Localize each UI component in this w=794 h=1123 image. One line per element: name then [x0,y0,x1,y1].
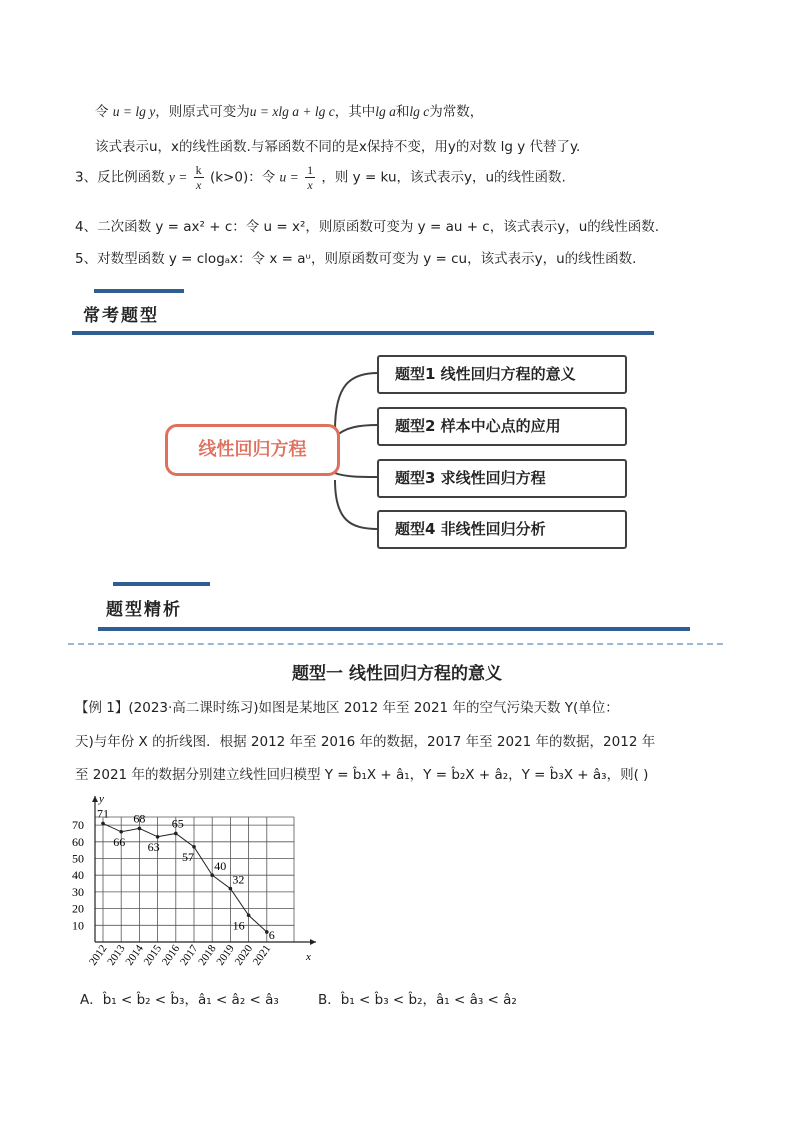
section-bar-bottom [98,627,690,631]
x-tick-label: 2016 [159,942,183,968]
x-axis-label: x [306,951,311,963]
fraction [194,163,204,192]
y-axis-label: y [99,793,104,805]
data-label: 71 [97,806,109,821]
data-point [101,822,105,826]
problem-type-heading: 题型一 线性回归方程的意义 [292,664,502,684]
section-bar-top [113,582,210,586]
y-tick-label: 40 [72,868,84,883]
x-tick-label: 2013 [105,942,128,968]
y-tick-label: 10 [72,918,84,933]
fraction-denominator: x [194,177,204,192]
item-5: 5、对数型函数 y = clogₐx：令 x = aᵘ，则原函数可变为 y = cu，该式表示y，u的线性函数. [75,251,637,267]
intro-text: 和 [395,104,410,120]
data-label: 68 [133,811,146,826]
data-point [247,913,251,917]
fraction-denominator: x [305,177,315,192]
x-tick-label: 2018 [196,942,219,968]
intro-line-1 [95,100,483,120]
item-3-text: (k>0)：令 [209,169,276,186]
y-tick-label: 20 [72,901,84,916]
section-title-analysis: 题型精析 [106,600,182,620]
item-3 [75,163,566,192]
x-tick-label: 2021 [250,942,274,968]
option-b[interactable]: B．b̂₁ < b̂₃ < b̂₂，â₁ < â₃ < â₂ [318,992,517,1008]
mindmap-item-2: 题型2 样本中心点的应用 [377,407,627,446]
mindmap-center-node: 线性回归方程 [165,424,340,476]
data-label: 66 [113,834,126,849]
example-line-3: 至 2021 年的数据分别建立线性回归模型 Y = b̂₁X + â₁，Y = b̂₂X + â₂，Y = b̂₃X + â₃，则( ) [75,767,649,783]
intro-text: ，其中 [334,104,376,120]
intro-math: u = lg y [112,104,156,119]
mindmap-item-1: 题型1 线性回归方程的意义 [377,355,627,394]
intro-text: ，则原式可变为 [155,104,250,120]
data-label: 65 [171,816,184,831]
data-label: 16 [232,918,245,933]
section-bar-top [94,289,184,293]
y-tick-label: 30 [72,884,84,899]
x-tick-label: 2014 [123,942,146,968]
data-label: 6 [268,927,275,942]
x-tick-label: 2020 [232,942,256,968]
dashed-divider [68,643,723,645]
item-3-u: u = [279,169,299,185]
mindmap-item-4: 题型4 非线性回归分析 [377,510,627,549]
intro-text: 为常数， [429,104,484,120]
y-tick-label: 50 [72,851,84,866]
y-tick-label: 70 [72,818,84,833]
data-label: 57 [182,849,194,864]
mindmap-item-3: 题型3 求线性回归方程 [377,459,627,498]
intro-text: 令 [95,104,109,120]
data-label: 40 [214,859,227,874]
item-3-text: ，则 y = ku，该式表示y，u的线性函数. [321,169,566,186]
line-chart [68,790,328,975]
x-tick-label: 2012 [87,942,110,968]
example-line-1: 【例 1】(2023·高二课时练习)如图是某地区 2012 年至 2021 年的空气污染天数 Y(单位： [75,700,619,716]
y-tick-label: 60 [72,834,84,849]
data-point [210,873,214,877]
item-3-text: 3、反比例函数 [75,169,165,186]
data-point [192,845,196,849]
fraction-numerator: 1 [307,163,314,177]
data-point [138,827,142,831]
example-line-2: 天)与年份 X 的折线图．根据 2012 年至 2016 年的数据，2017 年至 2021 年的数据，2012 年 [75,734,656,750]
x-tick-label: 2017 [178,942,201,968]
intro-line-2: 该式表示u，x的线性函数.与幂函数不同的是x保持不变，用y的对数 lg y 代替了y. [95,139,581,155]
data-label: 63 [147,839,160,854]
fraction [305,163,315,192]
item-4: 4、二次函数 y = ax² + c：令 u = x²，则原函数可变为 y = au + c，该式表示y，u的线性函数. [75,219,660,235]
option-a[interactable]: A．b̂₁ < b̂₂ < b̂₃，â₁ < â₂ < â₃ [80,992,279,1008]
intro-math: u = xlg a + lg c [249,104,335,119]
x-tick-label: 2019 [214,942,237,968]
y-axis-arrow [92,796,98,802]
intro-math: lg a [375,104,396,119]
fraction-numerator: k [195,163,202,177]
data-point [119,830,123,834]
x-axis-arrow [310,939,316,945]
intro-math: lg c [409,104,430,119]
section-bar-bottom [72,331,654,335]
data-point [156,835,160,839]
item-3-y: y = [168,169,188,185]
data-point [229,887,233,891]
section-title-common: 常考题型 [83,306,159,326]
x-tick-label: 2015 [141,942,165,968]
data-point [174,832,178,836]
data-label: 32 [232,872,245,887]
